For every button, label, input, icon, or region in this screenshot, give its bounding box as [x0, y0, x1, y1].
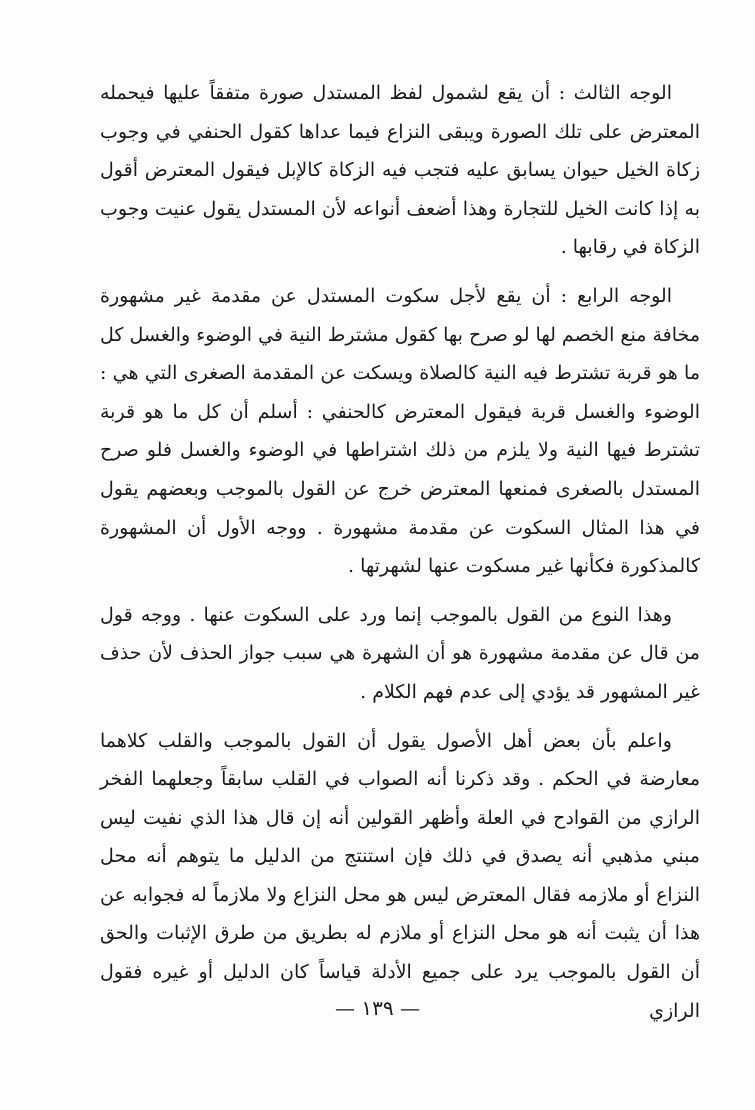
paragraph-third-aspect: الوجه الثالث : أن يقع لشمول لفظ المستدل صورة متفقاً عليها فيحمله المعترض على تلك الصورة ويبقى النزاع فيما عداها كقول الحنفي في وجوب زكاة الخيل حيوان يسابق عليه فتجب فيه الزكاة كالإبل فيقول المعترض أقول به إذا كانت الخيل للتجارة وهذا أضعف أنواعه لأن المستدل يقول عنيت وجوب الزكاة في رقابها .: [100, 82, 700, 259]
page-number: — ١٣٩ —: [335, 996, 420, 1020]
body-text: [100, 74, 700, 1040]
paragraph-usul-opinion: واعلم بأن بعض أهل الأصول يقول أن القول بالموجب والقلب كلاهما معارضة في الحكم . وقد ذكرنا أنه الصواب في القلب سابقاً وجعلهما الفخر الرازي من القوادح في العلة وأظهر القولين أنه إن قال هذا الذي نفيت ليس مبني مذهبي أنه يصدق في ذلك فإن استنتج من الدليل ما يتوهم أنه محل النزاع أو ملازمه فقال المعترض ليس هو محل النزاع ولا ملازماً له فجوابه عن هذا أن يثبت أنه هو محل النزاع أو ملازم له بطريق من طرق الإثبات والحق أن القول بالموجب يرد على جميع الأدلة قياساً كان الدليل أو غيره فقول الرازي: [100, 729, 700, 1022]
paragraph-type-note: وهذا النوع من القول بالموجب إنما ورد على السكوت عنها . ووجه قول من قال عن مقدمة مشهورة هو أن الشهرة هي سبب جواز الحذف لأن حذف غير المشهور قد يؤدي إلى عدم فهم الكلام .: [100, 603, 700, 703]
paragraph-fourth-aspect: الوجه الرابع : أن يقع لأجل سكوت المستدل عن مقدمة غير مشهورة مخافة منع الخصم لها لو صرح بها كقول مشترط النية في الوضوء والغسل كل ما هو قربة تشترط فيه النية كالصلاة ويسكت عن المقدمة الصغرى التي هي : الوضوء والغسل قربة فيقول المعترض كالحنفي : أسلم أن كل ما هو قربة تشترط فيها النية ولا يلزم من ذلك اشتراطها في الوضوء والغسل فلو صرح المستدل بالصغرى فمنعها المعترض خرج عن القول بالموجب وبعضهم يقول في هذا المثال السكوت عن مقدمة مشهورة . ووجه الأول أن المشهورة كالمذكورة فكأنها غير مسكوت عنها لشهرتها .: [100, 284, 700, 578]
